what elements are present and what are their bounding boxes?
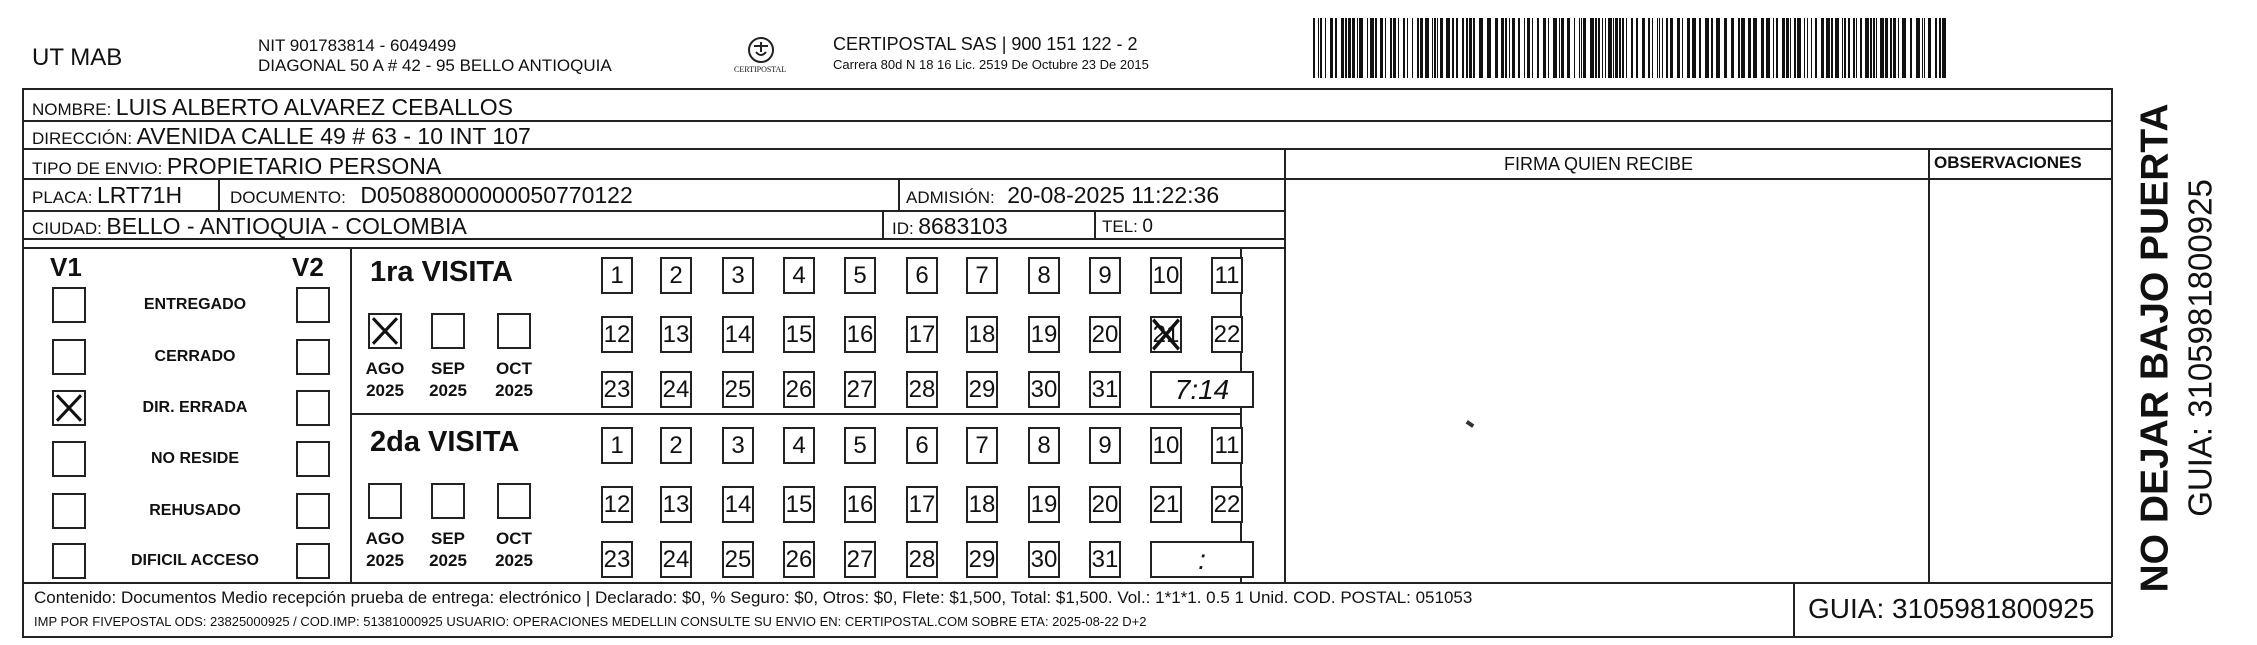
visit-2-day-box[interactable]: 25 xyxy=(722,541,754,578)
barcode-bar xyxy=(1330,18,1333,78)
barcode-bar xyxy=(1776,18,1778,78)
barcode-bar xyxy=(1548,18,1549,78)
status-v1-checkbox[interactable] xyxy=(52,287,86,323)
frame-bottom xyxy=(22,636,2112,638)
x-mark xyxy=(370,315,400,347)
barcode-bar xyxy=(1711,18,1713,78)
visit-1-month-label: AGO xyxy=(365,359,405,378)
visit-2-day-box[interactable]: 1 xyxy=(601,427,633,464)
visit-2-day-box[interactable]: 23 xyxy=(601,541,633,578)
barcode-bar xyxy=(1835,18,1839,78)
type-label: TIPO DE ENVIO: xyxy=(32,159,163,178)
barcode-bar xyxy=(1370,18,1374,78)
barcode-bar xyxy=(1807,18,1808,78)
visit-2-day-box[interactable]: 5 xyxy=(844,427,876,464)
visit-2-day-box[interactable]: 4 xyxy=(783,427,815,464)
admission-value: 20-08-2025 11:22:36 xyxy=(1007,182,1220,208)
signature-header: FIRMA QUIEN RECIBE xyxy=(1504,154,1694,174)
barcode-bar xyxy=(1622,18,1624,78)
barcode-bar xyxy=(1615,18,1618,78)
barcode-bar xyxy=(1446,18,1450,78)
barcode-bar xyxy=(1417,18,1419,78)
visit-1-day-box[interactable]: 31 xyxy=(1089,371,1121,408)
barcode-bar xyxy=(1642,18,1645,78)
address-label: DIRECCIÓN: xyxy=(32,129,133,148)
barcode-bar xyxy=(1434,18,1436,78)
barcode-bar xyxy=(1741,18,1745,78)
barcode-bar xyxy=(1766,18,1770,78)
visit-1-month-checkbox[interactable] xyxy=(368,313,402,349)
barcode-bar xyxy=(1682,18,1683,78)
visit-1-day-box[interactable]: 25 xyxy=(722,371,754,408)
barcode-bar xyxy=(1898,18,1899,78)
barcode-bar xyxy=(1608,18,1612,78)
barcode-bar xyxy=(1385,18,1386,78)
visit-1-day-box[interactable]: 10 xyxy=(1150,257,1182,294)
barcode-bar xyxy=(1942,18,1946,78)
company-address: DIAGONAL 50 A # 42 - 95 BELLO ANTIOQUIA xyxy=(258,56,612,75)
barcode-bar xyxy=(1583,18,1586,78)
barcode-bar xyxy=(1677,18,1680,78)
visit-1-day-box[interactable]: 6 xyxy=(906,257,938,294)
visit-1-month-checkbox[interactable] xyxy=(431,313,465,349)
visit-2-day-box[interactable]: 15 xyxy=(783,486,815,523)
visit-2-month-checkbox[interactable] xyxy=(497,483,531,519)
barcode-bar xyxy=(1705,18,1709,78)
visit-1-day-box[interactable]: 22 xyxy=(1211,316,1243,353)
barcode-bar xyxy=(1524,18,1525,78)
visit-1-day-box[interactable]: 1 xyxy=(601,257,633,294)
barcode-bar xyxy=(1804,18,1805,78)
status-v1-checkbox[interactable] xyxy=(52,543,86,579)
barcode-bar xyxy=(1848,18,1850,78)
barcode-bar xyxy=(1893,18,1896,78)
visit-2-day-box[interactable]: 24 xyxy=(660,541,692,578)
visit-1-month-year: 2025 xyxy=(495,381,533,400)
barcode-bar xyxy=(1870,18,1872,78)
visit-1-month-year: 2025 xyxy=(429,381,467,400)
visit-2-month-year: 2025 xyxy=(429,551,467,570)
visit-1-month-checkbox[interactable] xyxy=(497,313,531,349)
barcode-bar xyxy=(1657,18,1658,78)
recipient-address: AVENIDA CALLE 49 # 63 - 10 INT 107 xyxy=(136,123,531,149)
recipient-name: LUIS ALBERTO ALVAREZ CEBALLOS xyxy=(115,94,513,120)
barcode-bar xyxy=(1318,18,1319,78)
visit-2-month-checkbox[interactable] xyxy=(431,483,465,519)
barcode-bar xyxy=(1393,18,1396,78)
plate-label: PLACA: xyxy=(32,188,93,207)
barcode-bar xyxy=(1579,18,1580,78)
visit-2-month-label: AGO xyxy=(365,529,405,548)
visit-2-day-box[interactable]: 12 xyxy=(601,486,633,523)
visit-1-day-box[interactable]: 9 xyxy=(1089,257,1121,294)
shipment-type: PROPIETARIO PERSONA xyxy=(166,153,442,179)
barcode-bar xyxy=(1753,18,1757,78)
barcode-bar xyxy=(1602,18,1603,78)
visit-1-day-box[interactable]: 17 xyxy=(906,316,938,353)
id-label: ID: xyxy=(892,219,914,238)
barcode-bar xyxy=(1842,18,1843,78)
barcode-bar xyxy=(1398,18,1399,78)
barcode-bar xyxy=(1313,18,1315,78)
barcode-bar xyxy=(1501,18,1504,78)
barcode-bar xyxy=(1716,18,1720,78)
barcode-bar xyxy=(1335,18,1337,78)
barcode-bar xyxy=(1636,18,1638,78)
barcode-bar xyxy=(1853,18,1855,78)
barcode-bar xyxy=(1631,18,1633,78)
barcode-bar xyxy=(1666,18,1668,78)
barcode-bar xyxy=(1873,18,1875,78)
status-label: DIFICIL ACCESO xyxy=(130,552,260,569)
barcode-bar xyxy=(1662,18,1663,78)
footer-imp: IMP POR FIVEPOSTAL ODS: 23825000925 / COD.IMP: 51381000925 USUARIO: OPERACIONES MEDELLIN CONSULTE SU ENVIO EN: CERTIPOSTAL.COM SOBRE ETA: 2025-08-22 D+2 xyxy=(34,614,1147,629)
status-v2-checkbox[interactable] xyxy=(296,543,330,579)
barcode-bar xyxy=(1598,18,1600,78)
barcode-bar xyxy=(1581,18,1582,78)
status-label: DIR. ERRADA xyxy=(142,399,248,416)
barcode-bar xyxy=(1407,18,1408,78)
frame-left xyxy=(22,88,24,637)
barcode-bar xyxy=(1412,18,1413,78)
status-label: ENTREGADO xyxy=(143,296,247,313)
visit-2-day-box[interactable]: 26 xyxy=(783,541,815,578)
barcode-bar xyxy=(1512,18,1515,78)
barcode-bar xyxy=(1880,18,1884,78)
carrier-license: Carrera 80d N 18 16 Lic. 2519 De Octubre 23 De 2015 xyxy=(833,57,1149,72)
barcode xyxy=(1313,18,1953,78)
x-mark xyxy=(1150,316,1182,353)
document-value: D05088000000050770122 xyxy=(360,182,633,208)
visit-2-day-box[interactable]: 19 xyxy=(1028,486,1060,523)
barcode-bar xyxy=(1731,18,1734,78)
document-label: DOCUMENTO: xyxy=(230,188,346,207)
certipostal-logo: CERTIPOSTAL xyxy=(728,34,794,80)
visit-2-day-box[interactable]: 30 xyxy=(1028,541,1060,578)
barcode-bar xyxy=(1325,18,1326,78)
barcode-bar xyxy=(1916,18,1920,78)
visit-2-month-year: 2025 xyxy=(366,551,404,570)
barcode-bar xyxy=(1821,18,1824,78)
barcode-bar xyxy=(1670,18,1673,78)
city-value: BELLO - ANTIOQUIA - COLOMBIA xyxy=(106,213,467,239)
barcode-bar xyxy=(1348,18,1351,78)
status-v2-checkbox[interactable] xyxy=(296,390,330,426)
city-label: CIUDAD: xyxy=(32,219,102,238)
carrier-name: CERTIPOSTAL SAS | 900 151 122 - 2 xyxy=(833,34,1138,54)
footer-guia: GUIA: 3105981800925 xyxy=(1808,593,2095,624)
status-v2-checkbox[interactable] xyxy=(296,339,330,375)
barcode-bar xyxy=(1595,18,1597,78)
barcode-bar xyxy=(1345,18,1347,78)
visit-2-day-box[interactable]: 16 xyxy=(844,486,876,523)
visit-2-day-box[interactable]: 14 xyxy=(722,486,754,523)
barcode-bar xyxy=(1811,18,1812,78)
visit-2-day-box[interactable]: 31 xyxy=(1089,541,1121,578)
barcode-bar xyxy=(1403,18,1405,78)
frame-top xyxy=(22,88,2112,90)
visit-2-day-box[interactable]: 21 xyxy=(1150,486,1182,523)
status-v1-checkbox[interactable] xyxy=(52,339,86,375)
visit-1-month-year: 2025 xyxy=(366,381,404,400)
visit-1-month-label: SEP xyxy=(430,359,466,378)
barcode-bar xyxy=(1462,18,1464,78)
status-label: CERRADO xyxy=(154,348,236,365)
visit-1-day-box[interactable]: 3 xyxy=(722,257,754,294)
visit-1-day-box[interactable]: 8 xyxy=(1028,257,1060,294)
barcode-bar xyxy=(1928,18,1931,78)
visit-2-day-box[interactable]: 29 xyxy=(966,541,998,578)
barcode-bar xyxy=(1773,18,1774,78)
visit-1-day-box[interactable]: 12 xyxy=(601,316,633,353)
barcode-bar xyxy=(1590,18,1594,78)
barcode-bar xyxy=(1559,18,1560,78)
barcode-bar xyxy=(1390,18,1392,78)
barcode-bar xyxy=(1761,18,1764,78)
visit-1-day-box[interactable]: 27 xyxy=(844,371,876,408)
barcode-bar xyxy=(1619,18,1621,78)
visit-2-day-box[interactable]: 7 xyxy=(966,427,998,464)
barcode-bar xyxy=(1320,18,1322,78)
status-v1-checkbox[interactable] xyxy=(52,441,86,477)
visit-2-day-box[interactable]: 9 xyxy=(1089,427,1121,464)
barcode-bar xyxy=(1527,18,1530,78)
name-label: NOMBRE: xyxy=(32,100,112,119)
barcode-bar xyxy=(1518,18,1520,78)
barcode-bar xyxy=(1890,18,1892,78)
visit-2-time-box[interactable]: : xyxy=(1150,541,1254,578)
visit-1-day-box[interactable]: 5 xyxy=(844,257,876,294)
visit-2-title: 2da VISITA xyxy=(370,426,520,458)
barcode-bar xyxy=(1831,18,1833,78)
visit-2-day-box[interactable]: 18 xyxy=(966,486,998,523)
visit-1-day-box[interactable]: 26 xyxy=(783,371,815,408)
visit-1-time-box[interactable]: 7:14 xyxy=(1150,371,1254,408)
visit-1-day-box[interactable]: 11 xyxy=(1211,257,1243,294)
visit-1-month-label: OCT xyxy=(496,359,532,378)
barcode-bar xyxy=(1380,18,1383,78)
status-label: REHUSADO xyxy=(149,502,241,519)
barcode-bar xyxy=(1782,18,1785,78)
barcode-bar xyxy=(1659,18,1660,78)
barcode-bar xyxy=(1352,18,1355,78)
barcode-bar xyxy=(1509,18,1510,78)
visit-1-day-box[interactable]: 18 xyxy=(966,316,998,353)
visit-2-day-box[interactable]: 6 xyxy=(906,427,938,464)
id-value: 8683103 xyxy=(918,213,1008,239)
status-v2-checkbox[interactable] xyxy=(296,493,330,529)
visit-2-day-box[interactable]: 10 xyxy=(1150,427,1182,464)
visit-2-day-box[interactable]: 22 xyxy=(1211,486,1243,523)
visit-2-day-box[interactable]: 28 xyxy=(906,541,938,578)
barcode-bar xyxy=(1724,18,1727,78)
status-v1-checkbox[interactable] xyxy=(52,493,86,529)
day-x-mark xyxy=(1150,316,1182,353)
barcode-bar xyxy=(1367,18,1368,78)
frame-right xyxy=(2111,88,2113,637)
barcode-bar xyxy=(1613,18,1614,78)
tel-value: 0 xyxy=(1142,216,1153,237)
visit-2-month-year: 2025 xyxy=(495,551,533,570)
barcode-bar xyxy=(1794,18,1796,78)
barcode-bar xyxy=(1466,18,1468,78)
x-mark xyxy=(54,392,84,424)
barcode-bar xyxy=(1856,18,1857,78)
barcode-bar xyxy=(1561,18,1564,78)
barcode-bar xyxy=(1786,18,1789,78)
visit-1-day-box[interactable]: 15 xyxy=(783,316,815,353)
barcode-bar xyxy=(1738,18,1740,78)
barcode-bar xyxy=(1440,18,1443,78)
status-v1-checkbox[interactable] xyxy=(52,390,86,426)
visit-1-day-box[interactable]: 2 xyxy=(660,257,692,294)
barcode-bar xyxy=(1495,18,1498,78)
status-v2-checkbox[interactable] xyxy=(296,287,330,323)
admission-label: ADMISIÓN: xyxy=(906,188,995,207)
barcode-bar xyxy=(1359,18,1363,78)
v2-label: V2 xyxy=(292,252,324,282)
observations-header: OBSERVACIONES xyxy=(1934,153,2082,172)
visit-1-day-box[interactable]: 21 xyxy=(1150,316,1182,353)
v1-label: V1 xyxy=(50,252,82,282)
visit-2-day-box[interactable]: 3 xyxy=(722,427,754,464)
barcode-bar xyxy=(1456,18,1458,78)
barcode-bar xyxy=(1939,18,1941,78)
company-nit: NIT 901783814 - 6049499 xyxy=(258,36,457,55)
barcode-bar xyxy=(1922,18,1923,78)
barcode-bar xyxy=(1567,18,1570,78)
visit-2-day-box[interactable]: 13 xyxy=(660,486,692,523)
barcode-bar xyxy=(1885,18,1888,78)
barcode-bar xyxy=(1910,18,1912,78)
visit-2-month-label: SEP xyxy=(430,529,466,548)
barcode-bar xyxy=(1648,18,1650,78)
visit-1-day-box[interactable]: 30 xyxy=(1028,371,1060,408)
visit-2-day-box[interactable]: 27 xyxy=(844,541,876,578)
barcode-bar xyxy=(1375,18,1377,78)
tel-label: TEL: xyxy=(1102,217,1138,236)
visit-1-day-box[interactable]: 14 xyxy=(722,316,754,353)
barcode-bar xyxy=(1420,18,1423,78)
barcode-bar xyxy=(1748,18,1751,78)
barcode-bar xyxy=(1626,18,1627,78)
barcode-bar xyxy=(1605,18,1606,78)
visit-1-day-box[interactable]: 19 xyxy=(1028,316,1060,353)
barcode-bar xyxy=(1935,18,1937,78)
barcode-bar xyxy=(1452,18,1454,78)
barcode-bar xyxy=(1505,18,1507,78)
visit-1-day-box[interactable]: 7 xyxy=(966,257,998,294)
visit-1-day-box[interactable]: 16 xyxy=(844,316,876,353)
barcode-bar xyxy=(1902,18,1906,78)
barcode-bar xyxy=(1924,18,1925,78)
visit-2-day-box[interactable]: 20 xyxy=(1089,486,1121,523)
barcode-bar xyxy=(1341,18,1344,78)
visit-1-day-box[interactable]: 28 xyxy=(906,371,938,408)
visit-2-day-box[interactable]: 11 xyxy=(1211,427,1243,464)
barcode-bar xyxy=(1687,18,1690,78)
barcode-bar xyxy=(1844,18,1846,78)
visit-1-day-box[interactable]: 20 xyxy=(1089,316,1121,353)
barcode-bar xyxy=(1699,18,1701,78)
company-name: UT MAB xyxy=(32,44,123,71)
side-guia: GUIA: 3105981800925 xyxy=(2181,179,2219,517)
no-dejar-notice: NO DEJAR BAJO PUERTA xyxy=(2133,103,2177,593)
barcode-bar xyxy=(1865,18,1869,78)
barcode-bar xyxy=(1432,18,1433,78)
visit-2-day-box[interactable]: 17 xyxy=(906,486,938,523)
visit-1-day-box[interactable]: 24 xyxy=(660,371,692,408)
visit-1-day-box[interactable]: 13 xyxy=(660,316,692,353)
barcode-bar xyxy=(1553,18,1557,78)
barcode-bar xyxy=(1826,18,1830,78)
visit-1-title: 1ra VISITA xyxy=(370,256,513,288)
visit-1-day-box[interactable]: 4 xyxy=(783,257,815,294)
barcode-bar xyxy=(1425,18,1429,78)
barcode-bar xyxy=(1692,18,1696,78)
barcode-bar xyxy=(1469,18,1472,78)
barcode-bar xyxy=(1357,18,1358,78)
visit-2-month-label: OCT xyxy=(496,529,532,548)
barcode-bar xyxy=(1860,18,1862,78)
visit-2-day-box[interactable]: 2 xyxy=(660,427,692,464)
footer-contents: Contenido: Documentos Medio recepción prueba de entrega: electrónico | Declarado: $0, % Seguro: $0, Otros: $0, Flete: $1,500, Total: $1,500. Vol.: 1*1*1. 0.5 1 Unid. COD. POSTAL: 051053 xyxy=(34,588,1473,607)
visit-1-day-box[interactable]: 29 xyxy=(966,371,998,408)
visit-2-day-box[interactable]: 8 xyxy=(1028,427,1060,464)
visit-1-day-box[interactable]: 23 xyxy=(601,371,633,408)
visit-2-month-checkbox[interactable] xyxy=(368,483,402,519)
barcode-bar xyxy=(1473,18,1475,78)
barcode-bar xyxy=(1790,18,1791,78)
status-v2-checkbox[interactable] xyxy=(296,441,330,477)
barcode-bar xyxy=(1479,18,1483,78)
barcode-bar xyxy=(1537,18,1539,78)
barcode-bar xyxy=(1815,18,1817,78)
status-label: NO RESIDE xyxy=(150,450,240,467)
barcode-bar xyxy=(1876,18,1877,78)
barcode-bar xyxy=(1532,18,1533,78)
barcode-bar xyxy=(1797,18,1801,78)
barcode-bar xyxy=(1543,18,1546,78)
barcode-bar xyxy=(1487,18,1491,78)
barcode-bar xyxy=(1574,18,1575,78)
barcode-bar xyxy=(1437,18,1438,78)
barcode-bar xyxy=(1652,18,1653,78)
pen-mark xyxy=(1466,420,1475,428)
plate-value: LRT71H xyxy=(96,182,183,208)
